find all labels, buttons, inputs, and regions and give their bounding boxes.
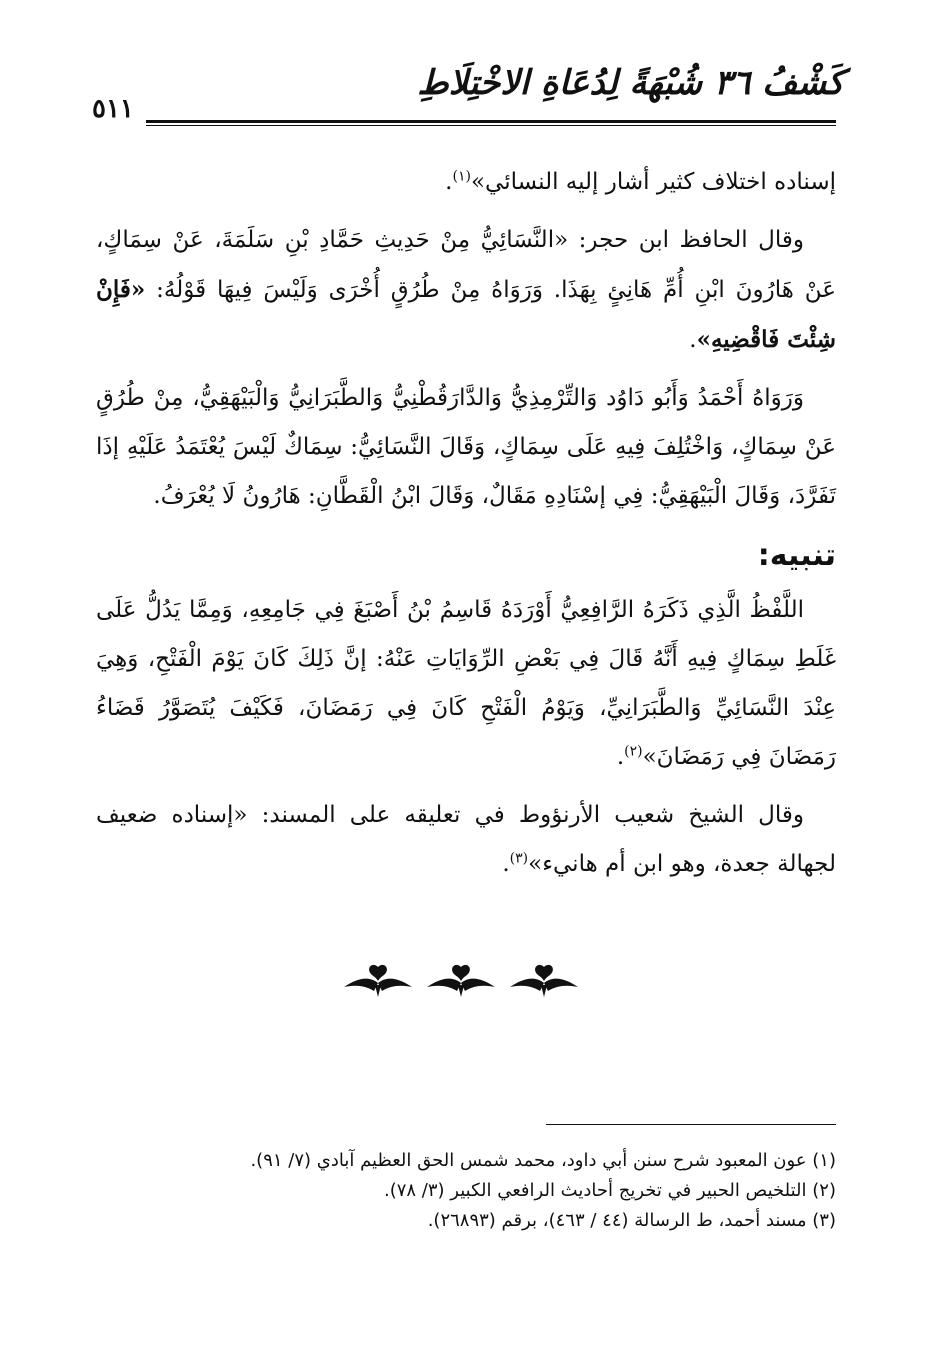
section-heading: تنبيه: (757, 538, 836, 573)
paragraph-4-text: اللَّفْظُ الَّذِي ذَكَرَهُ الرَّافِعِيُّ أَوْرَدَهُ قَاسِمُ بْنُ أَصْبَغَ فِي جَامِعِهِ، وَمِمَّا يَدُلُّ عَلَى غَلَطِ سِمَاكٍ فِيهِ أَنَّهُ قَالَ فِي بَعْضِ الرِّوَايَاتِ عَنْهُ: إنَّ ذَلِكَ كَانَ يَوْمَ الْفَتْحِ، وَهِيَ عِنْدَ النَّسَائِيِّ وَالطَّبَرَانِيِّ، وَيَوْمُ الْفَتْحِ كَانَ فِي رَمَضَانَ، فَكَيْفَ يُتَصَوَّرُ قَضَاءُ رَمَضَانَ فِي رَمَضَانَ» (96, 597, 836, 770)
paragraph-2 (96, 216, 836, 365)
paragraph-2-end: . (689, 327, 697, 353)
paragraph-2-text: وقال الحافظ ابن حجر: «النَّسَائِيُّ مِنْ حَدِيثِ حَمَّادِ بْنِ سَلَمَةَ، عَنْ سِمَاكٍ، عَنْ هَارُونَ ابْنِ أُمِّ هَانِئٍ بِهَذَا. وَرَوَاهُ مِنْ طُرُقٍ أُخْرَى وَلَيْسَ فِيهَا قَوْلُهُ: (96, 227, 836, 303)
paragraph-4: اللَّفْظُ الَّذِي ذَكَرَهُ الرَّافِعِيُّ أَوْرَدَهُ قَاسِمُ بْنُ أَصْبَغَ فِي جَامِعِهِ، وَمِمَّا يَدُلُّ عَلَى غَلَطِ سِمَاكٍ فِيهِ أَنَّهُ قَالَ فِي بَعْضِ الرِّوَايَاتِ عَنْهُ: إنَّ ذَلِكَ كَانَ يَوْمَ الْفَتْحِ، وَهِيَ عِنْدَ النَّسَائِيِّ وَالطَّبَرَانِيِّ، وَيَوْمُ الْفَتْحِ كَانَ فِي رَمَضَانَ، فَكَيْفَ يُتَصَوَّرُ قَضَاءُ رَمَضَانَ فِي رَمَضَانَ»$^{(٢)}$. (96, 597, 836, 770)
footnote-ref-2: (٢) (624, 743, 643, 760)
footnote-2: (٢) التلخيص الحبير في تخريج أحاديث الرافعي الكبير (٣/ ٧٨). (383, 1180, 836, 1201)
header-rule (146, 120, 836, 126)
ornament-divider-icon (336, 956, 586, 1006)
paragraph-5: وقال الشيخ شعيب الأرنؤوط في تعليقه على المسند: «إسناده ضعيف لجهالة جعدة، وهو ابن أم هانيء»$^{(٣)}$. (96, 802, 836, 877)
paragraph-1: إسناده اختلاف كثير أشار إليه النسائي»$^{(١)}$. (445, 168, 836, 195)
page-number: ٥١١ (92, 94, 134, 124)
paragraph-5-text: وقال الشيخ شعيب الأرنؤوط في تعليقه على المسند: «إسناده ضعيف لجهالة جعدة، وهو ابن أم هانيء» (96, 802, 836, 877)
footnotes (96, 1146, 836, 1236)
footnote-ref-1: (١) (452, 168, 471, 185)
running-header-title: كَشْفُ ٣٦ شُبْهَةً لِدُعَاةِ الاخْتِلَاطِ (417, 63, 844, 103)
footnote-1: (١) عون المعبود شرح سنن أبي داود، محمد شمس الحق العظيم آبادي (٧/ ٩١). (250, 1150, 836, 1171)
paragraph-2-quote: «فَإِنْ شِئْتَ فَاقْضِيهِ» (96, 276, 836, 353)
footnote-ref-3: (٣) (509, 850, 529, 867)
main-text (96, 158, 836, 898)
footnote-3: (٣) مسند أحمد، ط الرسالة (٤٤ / ٤٦٣)، برقم (٢٦٨٩٣). (427, 1210, 836, 1231)
paragraph-3: وَرَوَاهُ أَحْمَدُ وَأَبُو دَاوُد وَالتِّرْمِذِيُّ وَالدَّارَقُطْنِيُّ وَالطَّبَرَانِيُّ وَالْبَيْهَقِيُّ، مِنْ طُرُقٍ عَنْ سِمَاكٍ، وَاخْتُلِفَ فِيهِ عَلَى سِمَاكٍ، وَقَالَ النَّسَائِيُّ: سِمَاكٌ لَيْسَ يُعْتَمَدُ عَلَيْهِ إذَا تَفَرَّدَ، وَقَالَ الْبَيْهَقِيُّ: فِي إسْنَادِهِ مَقَالٌ، وَقَالَ ابْنُ الْقَطَّانِ: هَارُونُ لَا يُعْرَفُ. (96, 385, 836, 509)
footnote-separator (546, 1124, 836, 1125)
paragraph-1-text: إسناده اختلاف كثير أشار إليه النسائي» (470, 169, 836, 195)
